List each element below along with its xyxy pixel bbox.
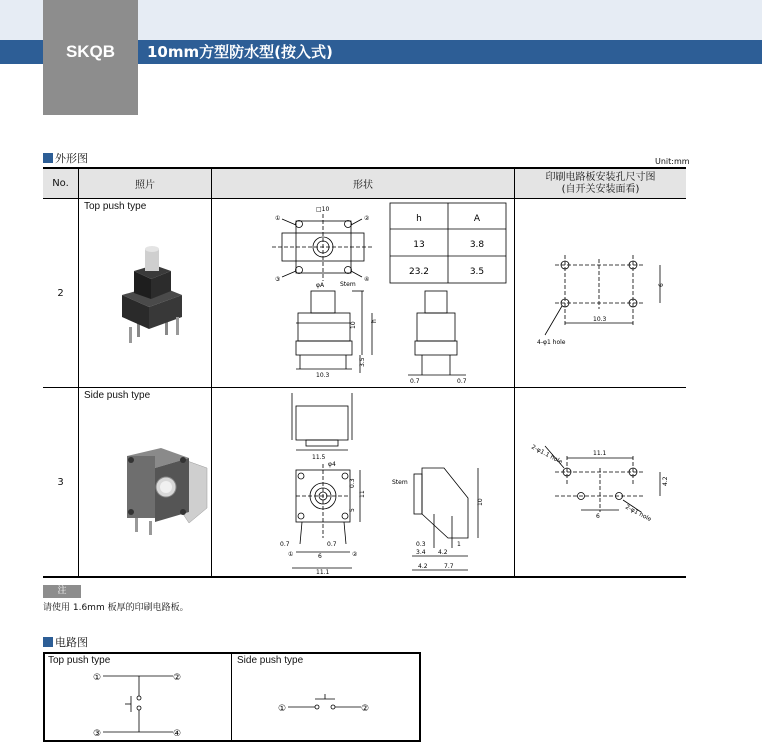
hole-label: 2-φ1 hole <box>624 503 653 524</box>
dim-label: 0.3 <box>416 541 426 548</box>
product-code: SKQB <box>65 42 116 61</box>
dim-label: 10 <box>350 321 357 329</box>
dim-label: Stem <box>392 479 408 486</box>
dim-label: 11 <box>359 490 366 498</box>
circuit-top-title: Top push type <box>48 655 111 666</box>
terminal-2-label: ② <box>364 215 370 222</box>
square-bullet-icon <box>43 153 53 163</box>
table-row <box>43 199 686 388</box>
dim-label: 11.1 <box>593 450 607 457</box>
outline-heading: 外形图 <box>43 150 88 166</box>
dim-label: 10 <box>477 498 484 506</box>
ha-cell: 3.5 <box>469 267 485 277</box>
dim-label: h <box>371 319 378 323</box>
terminal-2-label: ② <box>173 673 182 683</box>
ha-header-h: h <box>416 214 422 224</box>
ha-cell: 3.8 <box>469 240 485 250</box>
dim-label: 0.7 <box>280 541 290 548</box>
dim-label: 3.5 <box>359 357 366 367</box>
dim-label: 7.7 <box>444 563 454 570</box>
terminal-1-label: ① <box>278 704 287 714</box>
dim-label: 0.3 <box>349 478 356 488</box>
dim-label: 0.7 <box>327 541 337 548</box>
dim-label: 10.3 <box>593 316 607 323</box>
col-no: No. <box>43 168 79 199</box>
dim-label: 11.5 <box>312 454 326 461</box>
circuit-heading: 电路图 <box>43 634 88 650</box>
dim-label: 0.7 <box>410 378 420 385</box>
col-photo: 照片 <box>79 168 212 199</box>
top-push-drawing <box>212 199 514 387</box>
circuit-diagrams <box>43 652 421 742</box>
terminal-4-label: ④ <box>173 729 182 739</box>
row-number: 2 <box>43 199 79 388</box>
side-push-switch-photo <box>79 388 211 576</box>
terminal-2-label: ② <box>352 551 358 558</box>
page-title: 10mm方型防水型(按入式) <box>147 43 333 61</box>
top-push-switch-photo <box>79 199 211 387</box>
pcb-cell <box>515 199 687 388</box>
hole-label: 4-φ1 hole <box>537 339 566 346</box>
row-number: 3 <box>43 388 79 578</box>
dim-label: 6 <box>658 283 665 287</box>
photo-cell <box>79 199 212 388</box>
type-label: Side push type <box>84 390 151 401</box>
table-header-row <box>43 168 686 199</box>
dim-label: 5 <box>349 508 356 512</box>
terminal-1-label: ① <box>275 215 281 222</box>
dim-label: 10.3 <box>316 372 330 379</box>
dim-label: 4.2 <box>662 476 669 486</box>
ha-cell: 23.2 <box>408 267 430 277</box>
dim-label: 1 <box>457 541 461 548</box>
side-push-drawing <box>212 388 514 576</box>
hole-label: 2-φ1.1 hole <box>530 443 564 466</box>
shape-cell <box>212 388 515 578</box>
dim-label: φ4 <box>328 461 336 468</box>
terminal-4-label: ④ <box>364 276 370 283</box>
top-pcb-drawing <box>515 199 686 387</box>
dim-label: 4.2 <box>418 563 428 570</box>
note-badge: 注 <box>43 585 81 598</box>
dim-label: □10 <box>316 206 330 213</box>
terminal-3-label: ③ <box>275 276 281 283</box>
type-label: Top push type <box>84 201 147 212</box>
terminal-1-label: ① <box>288 551 294 558</box>
dim-label: 0.7 <box>457 378 467 385</box>
side-pcb-drawing <box>515 388 686 576</box>
col-shape: 形状 <box>212 168 515 199</box>
terminal-3-label: ③ <box>93 729 102 739</box>
pcb-cell <box>515 388 687 578</box>
dim-label: 6 <box>318 553 322 560</box>
terminal-1-label: ① <box>93 673 102 683</box>
dim-label: 4.2 <box>438 549 448 556</box>
note-text: 请使用 1.6mm 板厚的印刷电路板。 <box>43 603 189 613</box>
terminal-2-label: ② <box>361 704 370 714</box>
outline-table <box>43 167 686 578</box>
ha-cell: 13 <box>413 240 425 250</box>
ha-header-a: A <box>473 214 481 224</box>
dim-label: 3.4 <box>416 549 426 556</box>
dim-label: 6 <box>596 513 600 520</box>
dim-label: Stem <box>340 281 356 288</box>
square-bullet-icon <box>43 637 53 647</box>
unit-label: Unit:mm <box>655 157 690 166</box>
table-row <box>43 388 686 578</box>
shape-cell <box>212 199 515 388</box>
dim-label: 11.1 <box>316 569 330 576</box>
dim-label: φA <box>316 282 325 289</box>
circuit-side-title: Side push type <box>237 655 304 666</box>
photo-cell <box>79 388 212 578</box>
col-pcb: 印刷电路板安装孔尺寸图 (自开关安装面看) <box>515 168 687 199</box>
